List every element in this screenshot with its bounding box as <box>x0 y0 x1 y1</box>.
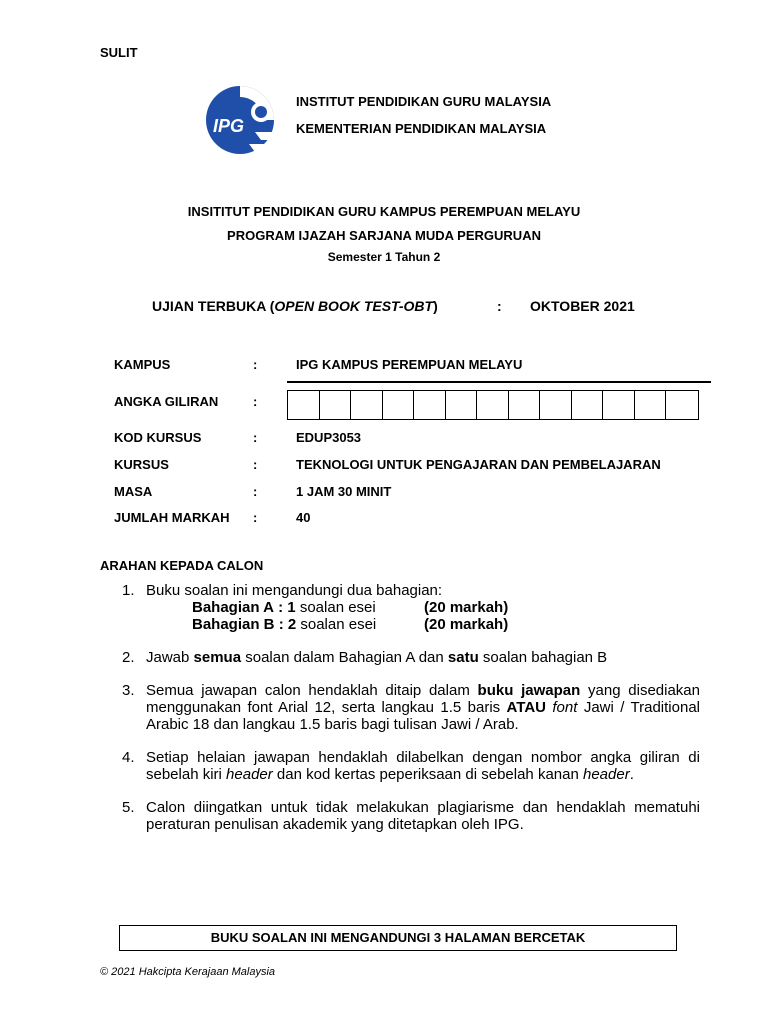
kampus-label: KAMPUS <box>114 357 171 372</box>
program-title: PROGRAM IJAZAH SARJANA MUDA PERGURUAN <box>227 228 541 243</box>
kursus-value: TEKNOLOGI UNTUK PENGAJARAN DAN PEMBELAJARAN <box>296 457 661 472</box>
instruction-number: 1. <box>122 582 135 599</box>
part-b-marks: (20 markah) <box>424 616 509 633</box>
digit-box[interactable] <box>572 391 604 419</box>
angka-giliran-boxes[interactable] <box>287 390 699 420</box>
digit-box[interactable] <box>477 391 509 419</box>
part-a-marks: (20 markah) <box>424 599 509 616</box>
kursus-colon: : <box>253 457 258 472</box>
digit-box[interactable] <box>666 391 698 419</box>
svg-text:IPG: IPG <box>213 116 245 136</box>
kampus-colon: : <box>253 357 258 372</box>
kampus-underline <box>287 381 711 383</box>
masa-value: 1 JAM 30 MINIT <box>296 484 392 499</box>
instructions-heading: ARAHAN KEPADA CALON <box>100 558 264 573</box>
digit-box[interactable] <box>446 391 478 419</box>
kod-kursus-colon: : <box>253 430 258 445</box>
jumlah-markah-colon: : <box>253 510 258 525</box>
exam-date: OKTOBER 2021 <box>530 298 635 314</box>
instruction-text: Buku soalan ini mengandungi dua bahagian: <box>146 582 443 599</box>
digit-box[interactable] <box>635 391 667 419</box>
kursus-label: KURSUS <box>114 457 169 472</box>
jumlah-markah-value: 40 <box>296 510 311 525</box>
digit-box[interactable] <box>320 391 352 419</box>
kod-kursus-value: EDUP3053 <box>296 430 362 445</box>
instruction-number: 2. <box>122 649 135 666</box>
exam-type: UJIAN TERBUKA (OPEN BOOK TEST-OBT) <box>152 298 438 314</box>
semester-title: Semester 1 Tahun 2 <box>327 250 441 264</box>
jumlah-markah-label: JUMLAH MARKAH <box>114 510 230 525</box>
institute-name: INSTITUT PENDIDIKAN GURU MALAYSIA <box>296 94 552 109</box>
angka-giliran-label: ANGKA GILIRAN <box>114 394 219 409</box>
digit-box[interactable] <box>603 391 635 419</box>
exam-colon: : <box>497 298 502 314</box>
masa-label: MASA <box>114 484 153 499</box>
instruction-number: 3. <box>122 682 135 699</box>
instruction-number: 5. <box>122 799 135 816</box>
instruction-number: 4. <box>122 749 135 766</box>
digit-box[interactable] <box>414 391 446 419</box>
instruction-text: Calon diingatkan untuk tidak melakukan plagiarisme dan hendaklah mematuhi peraturan penulisan akademik yang ditetapkan oleh IPG. <box>146 799 700 833</box>
ministry-name: KEMENTERIAN PENDIDIKAN MALAYSIA <box>296 121 547 136</box>
kampus-value: IPG KAMPUS PEREMPUAN MELAYU <box>296 357 523 372</box>
digit-box[interactable] <box>509 391 541 419</box>
classification-label: SULIT <box>100 45 138 60</box>
campus-title: INSITITUT PENDIDIKAN GURU KAMPUS PEREMPUAN MELAYU <box>187 204 581 219</box>
masa-colon: : <box>253 484 258 499</box>
digit-box[interactable] <box>540 391 572 419</box>
part-a-line: Bahagian A : 1 soalan esei <box>192 599 376 616</box>
ipg-logo <box>203 80 277 160</box>
instruction-text: Setiap helaian jawapan hendaklah dilabelkan dengan nombor angka giliran di sebelah kiri header dan kod kertas peperiksaan di sebelah kanan header. <box>146 749 700 783</box>
part-b-line: Bahagian B : 2 soalan esei <box>192 616 377 633</box>
digit-box[interactable] <box>383 391 415 419</box>
angka-giliran-colon: : <box>253 394 258 409</box>
instruction-text: Semua jawapan calon hendaklah ditaip dalam buku jawapan yang disediakan menggunakan font Arial 12, serta langkau 1.5 baris ATAU font Jawi / Traditional Arabic 18 dan langkau 1.5 baris bagi tulisan Jawi / Arab. <box>146 682 700 733</box>
digit-box[interactable] <box>288 391 320 419</box>
page-count-notice: BUKU SOALAN INI MENGANDUNGI 3 HALAMAN BERCETAK <box>119 925 677 951</box>
copyright-notice: © 2021 Hakcipta Kerajaan Malaysia <box>100 966 276 978</box>
kod-kursus-label: KOD KURSUS <box>114 430 202 445</box>
digit-box[interactable] <box>351 391 383 419</box>
instruction-text: Jawab semua soalan dalam Bahagian A dan satu soalan bahagian B <box>146 649 608 666</box>
